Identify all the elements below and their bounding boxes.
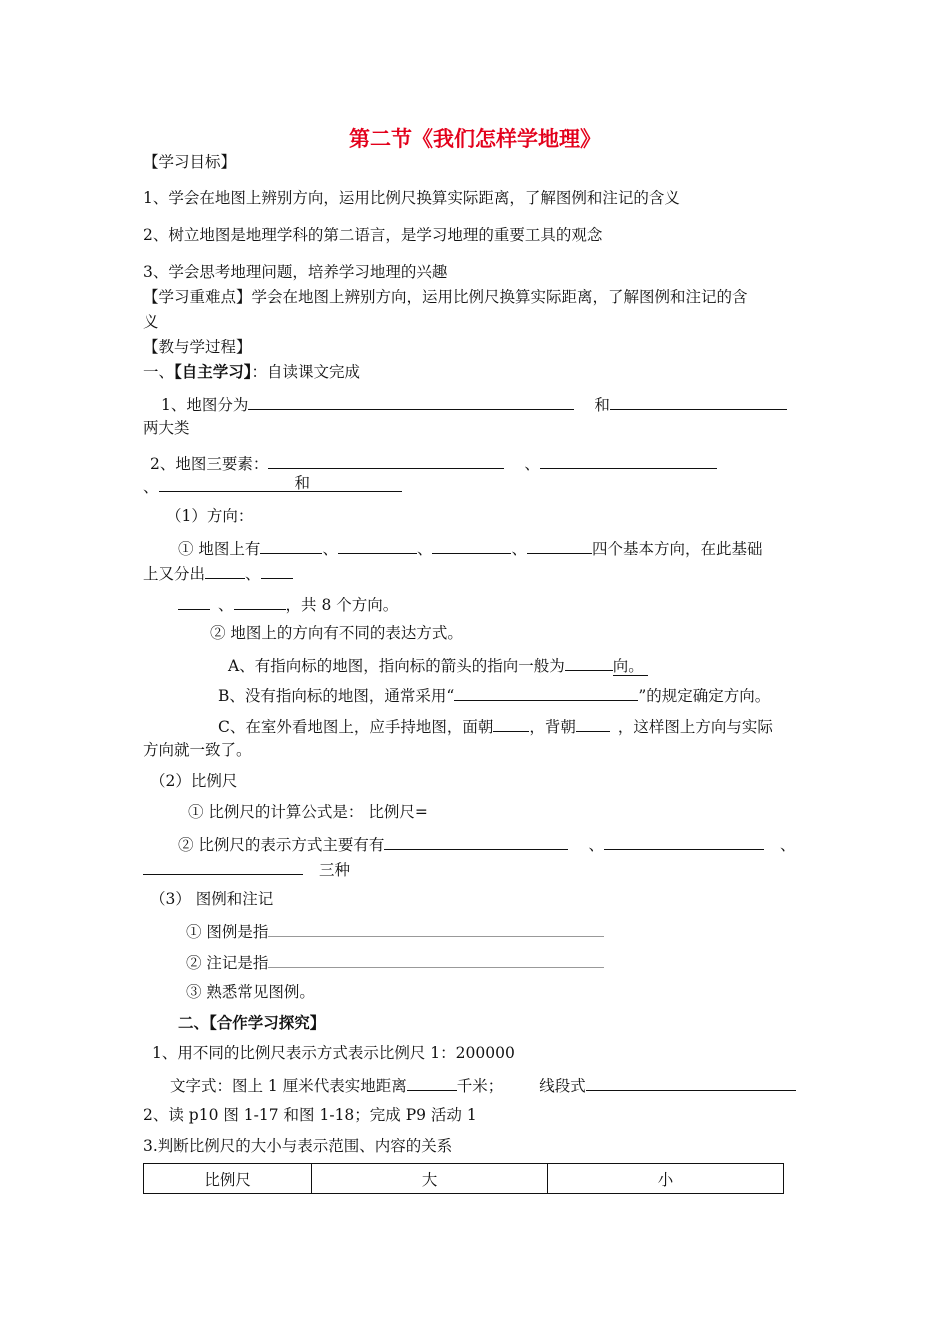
goal-item-1: 1、学会在地图上辨别方向，运用比例尺换算实际距离，了解图例和注记的含义: [143, 189, 680, 207]
dir1-start: ① 地图上有: [178, 540, 261, 558]
dirA-blank[interactable]: [565, 654, 613, 671]
scale-forms-line2: [143, 858, 350, 880]
table-header-small: 小: [548, 1164, 784, 1194]
direction-1: [178, 537, 763, 559]
dirB-start: B、没有指向标的地图，通常采用“: [218, 687, 455, 705]
q2-sep: 、: [524, 455, 540, 473]
q1-and: 和: [594, 396, 610, 414]
q1-end: 两大类: [143, 419, 190, 437]
q1-blank-2[interactable]: [610, 393, 787, 410]
s2-q1-forms: [170, 1074, 796, 1096]
dirA-start: A、有指向标的地图，指向标的箭头的指向一般为: [228, 657, 565, 675]
direction-b: [218, 684, 770, 706]
key-points-line2: 义: [143, 313, 159, 331]
legend-3: ③ 熟悉常见图例。: [186, 983, 315, 1001]
direction-title: （1）方向：: [166, 507, 254, 525]
table-row: [144, 1164, 784, 1194]
q1-blank-1[interactable]: [248, 393, 574, 410]
dir1-blank-7[interactable]: [178, 593, 210, 610]
scale-title: （2）比例尺: [150, 772, 238, 790]
dir1-sep-2: 、: [416, 540, 433, 558]
s2-q3: 3.判断比例尺的大小与表示范围、内容的关系: [143, 1137, 453, 1155]
dirC-start: C、在室外看地图上，应手持地图，面朝: [218, 718, 494, 736]
s2-q1: 1、用不同的比例尺表示方式表示比例尺 1：200000: [152, 1044, 515, 1062]
section1-suffix: ：自读课文完成: [251, 363, 361, 381]
dirC-mid: ，背朝: [529, 718, 576, 736]
page-title: 第二节《我们怎样学地理》: [349, 127, 601, 151]
direction-c: [218, 715, 773, 737]
q2-blank-3[interactable]: [159, 475, 402, 492]
table-header-scale: 比例尺: [144, 1164, 312, 1194]
dir1-blank-1[interactable]: [260, 537, 322, 554]
q1-line: [161, 393, 787, 415]
legend1-blank[interactable]: [268, 920, 604, 937]
dirC-blank-1[interactable]: [493, 715, 529, 732]
legend-title: （3） 图例和注记: [150, 890, 274, 908]
dir1-line3-end: ，共 8 个方向。: [285, 596, 399, 614]
legend-1: [186, 920, 604, 942]
process-heading: 【教与学过程】: [143, 338, 252, 356]
goal-item-2: 2、树立地图是地理学科的第二语言，是学习地理的重要工具的观念: [143, 226, 603, 244]
dir1-line3-mid: 、: [218, 596, 234, 614]
dirA-end: 向。: [613, 657, 648, 676]
dir1-sep-3: 、: [511, 540, 527, 558]
legend-2: [186, 951, 604, 973]
dir1-blank-4[interactable]: [527, 537, 592, 554]
dir1-end: 四个基本方向，在此基础: [591, 540, 763, 558]
q2-sep2: 、: [143, 478, 159, 496]
dir1-blank-3[interactable]: [432, 537, 511, 554]
legend1-text: ① 图例是指: [186, 923, 269, 941]
dir1-blank-2[interactable]: [338, 537, 417, 554]
dir1-line2-sep: 、: [245, 565, 261, 583]
q2-start: 2、地图三要素：: [150, 455, 269, 473]
direction-c-line2: 方向就一致了。: [143, 741, 252, 759]
section1-prefix: 一、: [143, 363, 175, 381]
dirC-end: ，这样图上方向与实际: [617, 718, 773, 736]
scale2-blank-1[interactable]: [384, 833, 568, 850]
q2-line: [150, 452, 717, 474]
q2-blank-1[interactable]: [268, 452, 504, 469]
direction-1-line2: [143, 562, 293, 584]
direction-1-line3: [178, 593, 398, 615]
scale2-start: ② 比例尺的表示方式主要有有: [178, 836, 385, 854]
s2-q1-text-start: 文字式：图上 1 厘米代表实地距离: [170, 1077, 407, 1095]
legend2-text: ② 注记是指: [186, 954, 269, 972]
s2-q1-text-mid: 千米；: [456, 1077, 504, 1095]
scale2-sep-1: 、: [588, 836, 604, 854]
direction-a: [228, 654, 648, 676]
q2-line2: [143, 475, 402, 497]
dirB-end: ”的规定确定方向。: [638, 687, 771, 705]
scale2-blank-2[interactable]: [604, 833, 764, 850]
s2-km-blank[interactable]: [407, 1074, 457, 1091]
scale2-blank-3[interactable]: [143, 858, 303, 875]
s2-q1-line: 线段式: [539, 1077, 586, 1095]
table-header-large: 大: [312, 1164, 548, 1194]
s2-q2: 2、读 p10 图 1-17 和图 1-18；完成 P9 活动 1: [143, 1106, 477, 1124]
scale-formula: ① 比例尺的计算公式是： 比例尺=: [188, 803, 428, 821]
section2-heading: 二、【合作学习探究】: [178, 1013, 326, 1032]
dirB-blank[interactable]: [454, 684, 638, 701]
q2-blank-2[interactable]: [540, 452, 717, 469]
direction-2: ② 地图上的方向有不同的表达方式。: [210, 624, 463, 642]
q1-start: 1、地图分为: [161, 396, 249, 414]
key-points-line1: 【学习重难点】学会在地图上辨别方向，运用比例尺换算实际距离，了解图例和注记的含: [143, 288, 748, 306]
goal-item-3: 3、学会思考地理问题，培养学习地理的兴趣: [143, 263, 448, 281]
q2-and: 和: [294, 474, 311, 492]
section1-bold: 【自主学习】: [174, 362, 252, 381]
s2-line-blank[interactable]: [586, 1074, 796, 1091]
goals-heading: 【学习目标】: [143, 153, 237, 171]
dir1-sep-1: 、: [322, 540, 338, 558]
dir1-blank-6[interactable]: [261, 562, 293, 579]
dir1-line2: 上又分出: [143, 565, 206, 583]
legend2-blank[interactable]: [268, 951, 604, 968]
scale-relation-table: [143, 1163, 784, 1194]
scale-forms: [178, 833, 795, 855]
dir1-blank-5[interactable]: [205, 562, 245, 579]
scale2-end: 三种: [319, 861, 351, 879]
dirC-blank-2[interactable]: [576, 715, 610, 732]
dir1-blank-8[interactable]: [234, 593, 286, 610]
section1-heading: [143, 362, 360, 382]
scale2-sep-2: 、: [779, 836, 796, 854]
